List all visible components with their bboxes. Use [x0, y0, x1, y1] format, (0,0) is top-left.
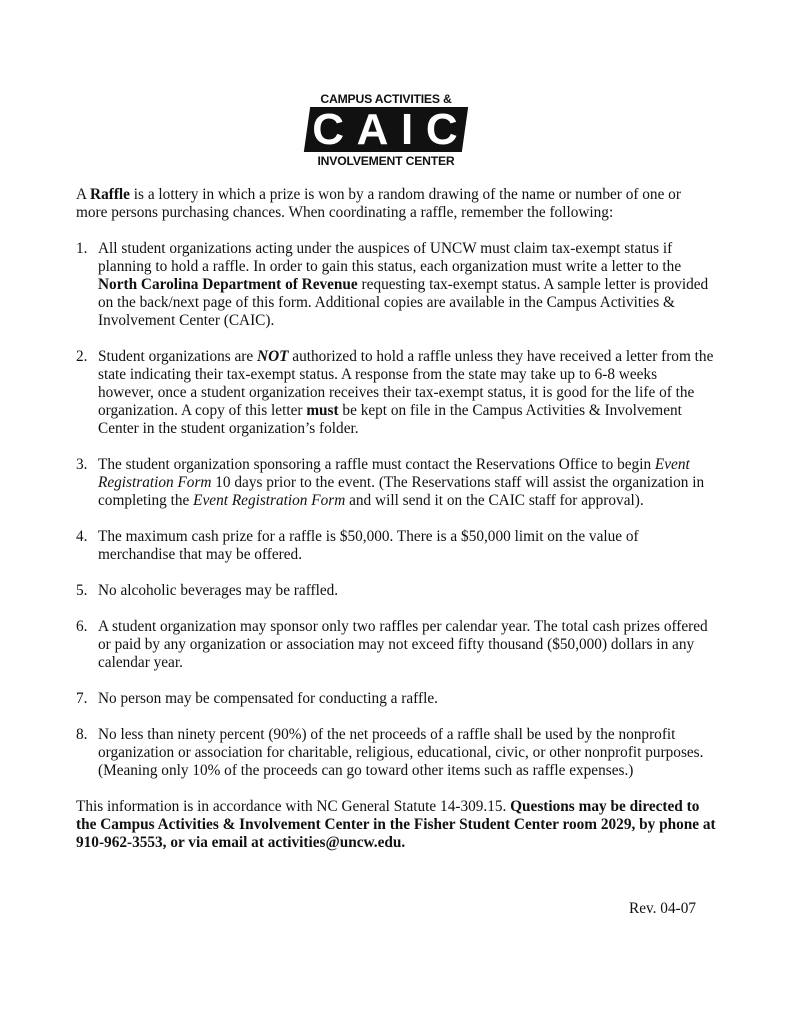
logo-letters	[307, 105, 465, 154]
item-text: Student organizations are	[98, 348, 258, 365]
item-text: requesting tax-exempt status. A sample letter is provided on the back/next page of this form. Additional copies are available in the Campus Activities & Involvement Center (CAIC).	[98, 276, 709, 329]
list-item	[76, 348, 716, 438]
item-emphasis-text: NOT	[257, 348, 289, 365]
logo-letter: C	[425, 104, 460, 154]
logo-top-line: CAMPUS ACTIVITIES &	[320, 92, 452, 106]
list-item	[76, 582, 716, 600]
intro-paragraph	[76, 186, 716, 222]
raffle-rules-list	[76, 240, 716, 780]
item-text: No alcoholic beverages may be raffled.	[98, 582, 339, 599]
logo-letter: I	[401, 104, 416, 154]
logo-letter: C	[312, 104, 347, 154]
list-item	[76, 690, 716, 708]
logo-bottom-line: INVOLVEMENT CENTER	[317, 154, 455, 168]
contact-info: Questions may be directed to the Campus Activities & Involvement Center in the Fisher Student Center room 2029, by phone at 910-962-3553, or via email at activities@uncw.edu.	[76, 798, 716, 851]
item-number: 4.	[76, 528, 88, 545]
item-text: The maximum cash prize for a raffle is $50,000. There is a $50,000 limit on the value of merchandise that may be offered.	[98, 528, 639, 563]
list-item	[76, 528, 716, 564]
item-text: The student organization sponsoring a raffle must contact the Reservations Office to begin	[98, 456, 655, 473]
item-text: No less than ninety percent (90%) of the net proceeds of a raffle shall be used by the nonprofit organization or association for charitable, religious, educational, civic, or other nonprofit purposes. (Meaning only 10% of the proceeds can go toward other items such as raffle expenses.)	[98, 726, 704, 779]
item-italic-text: Event Registration Form	[193, 492, 346, 509]
closing-paragraph	[76, 798, 716, 852]
list-item	[76, 240, 716, 330]
item-bold-text: must	[306, 402, 339, 419]
item-text: authorized to hold a raffle unless they have received a letter from the state indicating their tax-exempt status. A response from the state may take up to 6-8 weeks however, once a student organization receives their tax-exempt status, it is good for the life of the organization. A copy of this letter	[98, 348, 714, 419]
item-text: No person may be compensated for conducting a raffle.	[98, 690, 438, 707]
raffle-term: Raffle	[90, 186, 130, 203]
item-text: 10 days prior to the event. (The Reservations staff will assist the organization in completing the	[98, 474, 705, 509]
item-text: be kept on file in the Campus Activities & Involvement Center in the student organization’s folder.	[98, 402, 682, 437]
list-item	[76, 456, 716, 510]
item-text: All student organizations acting under the auspices of UNCW must claim tax-exempt status if planning to hold a raffle. In order to gain this status, each organization must write a letter to the	[98, 240, 682, 275]
list-item	[76, 726, 716, 780]
item-number: 6.	[76, 618, 88, 635]
item-number: 2.	[76, 348, 88, 365]
item-number: 8.	[76, 726, 88, 743]
item-number: 1.	[76, 240, 88, 257]
item-text: and will send it on the CAIC staff for approval).	[345, 492, 644, 509]
item-bold-text: North Carolina Department of Revenue	[98, 276, 358, 293]
item-number: 3.	[76, 456, 88, 473]
closing-text: This information is in accordance with NC General Statute 14-309.15.	[76, 798, 511, 815]
item-text: A student organization may sponsor only two raffles per calendar year. The total cash prizes offered or paid by any organization or association may not exceed fifty thousand ($50,000) dollars in any calendar year.	[98, 618, 708, 671]
intro-text: is a lottery in which a prize is won by a random drawing of the name or number of one or more persons purchasing chances. When coordinating a raffle, remember the following:	[76, 186, 681, 221]
item-number: 7.	[76, 690, 88, 707]
caic-logo	[305, 92, 467, 168]
item-italic-text: Event Registration Form	[98, 456, 690, 491]
list-item	[76, 618, 716, 672]
document-body	[76, 186, 716, 852]
revision-label: Rev. 04-07	[629, 900, 696, 917]
intro-text: A	[76, 186, 91, 203]
logo-letter: A	[356, 104, 391, 154]
item-number: 5.	[76, 582, 88, 599]
